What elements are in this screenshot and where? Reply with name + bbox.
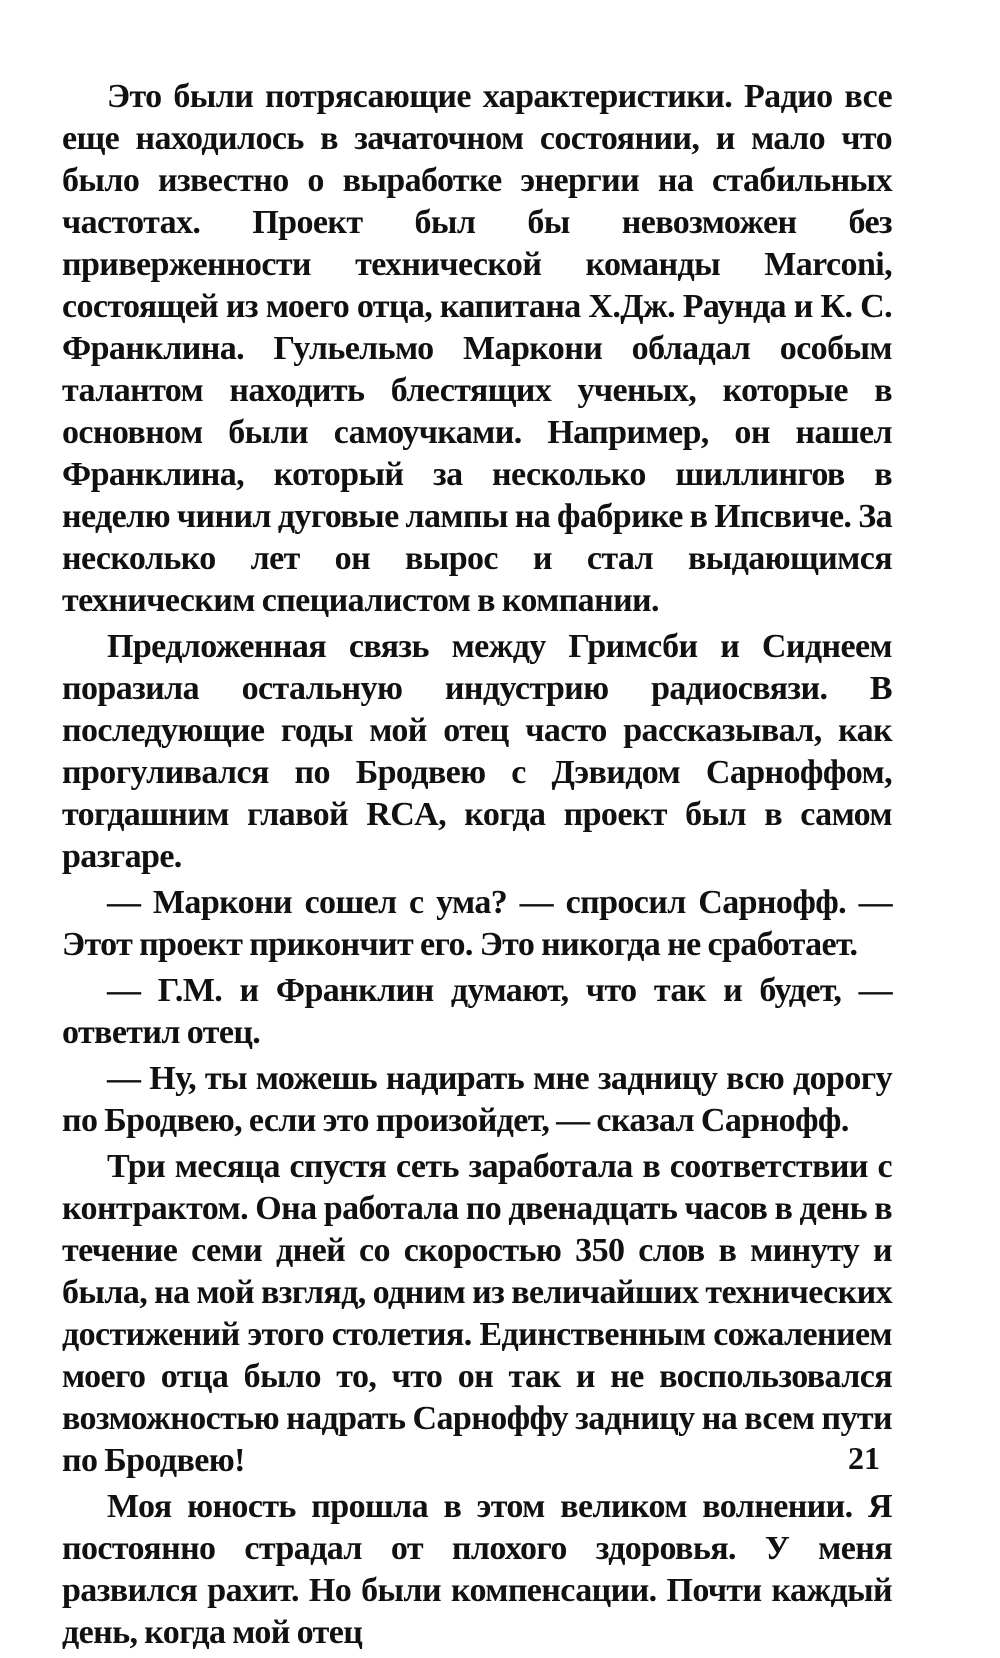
- paragraph: Это были потрясающие характеристики. Радио все еще находилось в зачаточном состоянии, и мало что было известно о выработке энергии на стабильных частотах. Проект был бы невозможен без приверженности технической команды Marconi, состоящей из моего отца, капитана Х.Дж. Раунда и К. С. Франклина. Гульельмо Маркони обладал особым талантом находить блестящих ученых, которые в основном были самоучками. Например, он нашел Франклина, который за несколько шиллингов в неделю чинил дуговые лампы на фабрике в Ипсвиче. За несколько лет он вырос и стал выдающимся техническим специалистом в компании.: [62, 78, 892, 619]
- dialogue-line: — Маркони сошел с ума? — спросил Сарнофф. — Этот проект прикончит его. Это никогда не сработает.: [62, 884, 892, 963]
- paragraph: Три месяца спустя сеть заработала в соответствии с контрактом. Она работала по двенадцать часов в день в течение семи дней со скоростью 350 слов в минуту и была, на мой взгляд, одним из величайших технических достижений этого столетия. Единственным сожалением моего отца было то, что он так и не воспользовался возможностью надрать Сарноффу задницу на всем пути по Бродвею!: [62, 1148, 892, 1479]
- dialogue-line: — Ну, ты можешь надирать мне задницу всю дорогу по Бродвею, если это произойдет, — сказал Сарнофф.: [62, 1060, 892, 1139]
- page-number: 21: [848, 1440, 880, 1476]
- body-text: [62, 76, 892, 1658]
- paragraph: Моя юность прошла в этом великом волнении. Я постоянно страдал от плохого здоровья. У меня развился рахит. Но были компенсации. Почти каждый день, когда мой отец: [62, 1488, 892, 1651]
- dialogue-line: — Г.М. и Франклин думают, что так и будет, — ответил отец.: [62, 972, 892, 1051]
- paragraph: Предложенная связь между Гримсби и Сиднеем поразила остальную индустрию радиосвязи. В последующие годы мой отец часто рассказывал, как прогуливался по Бродвею с Дэвидом Сарноффом, тогдашним главой RCA, когда проект был в самом разгаре.: [62, 628, 892, 875]
